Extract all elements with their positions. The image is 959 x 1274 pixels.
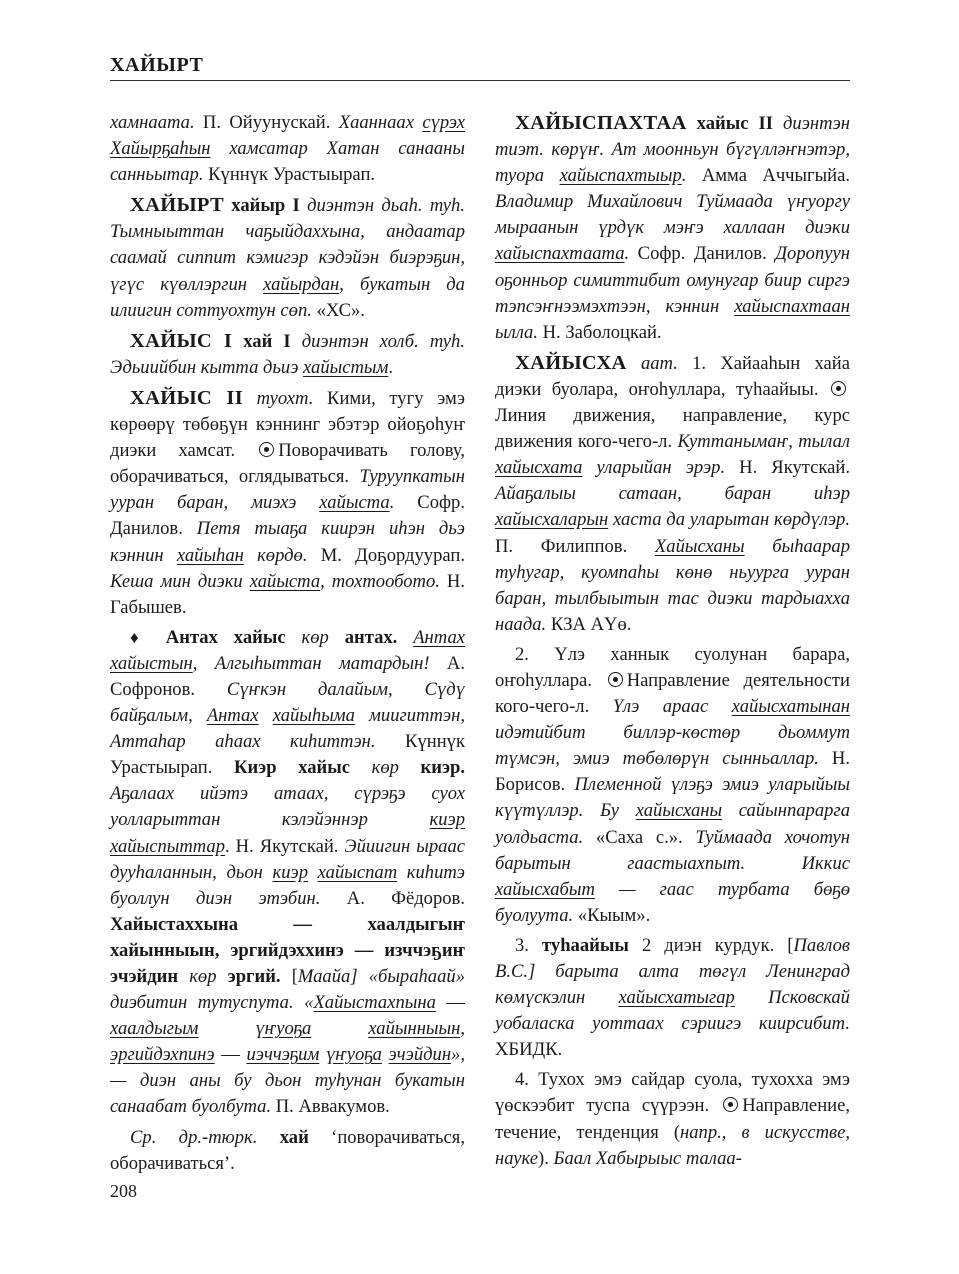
etymology-note: Ср. др.-тюрк. хай ‘поворачиваться, оборачиваться’. — [110, 1126, 465, 1174]
diamond-icon: ♦ — [130, 627, 150, 647]
sense-4: 4. Тухох эмэ сайдар суола, тухохха эмэ үөскээбит туспа сүүрээн. Направление, течение, тенденция (напр., в искусстве, науке). Баал Хабырыыс талаа- — [495, 1069, 850, 1169]
entry-khaiys-2: ХАЙЫС II туохт. Кими, тугу эмэ көрөөрү төбөҕүн кэннинг эбэтэр ойоҕоһуҥ диэки хамсат. Поворачивать голову, оборачиваться, оглядываться. Туруупкатын ууран баран, миэхэ хайыста. Софр. Данилов. Петя тыаҕа киирэн иһэн дьэ кэннин хайыһан көрдө. М. Доҕордуурап. Кеша мин диэки хайыста, тохтообото. Н. Габышев. — [110, 386, 465, 618]
sense-2: 2. Үлэ ханнык суолунан барара, оҥоһуллара. Направление деятельности кого-чего-л. Үлэ араас хайысхатынан идэтийбит биллэр-көстөр дьоммут түмсэн, эмиэ төбөлөрүн сынньаллар. Н. Борисов. Племенной үлэҕэ эмиэ уларыйыы күүтүллэр. Бу хайысханы сайынпарарга уолдьаста. «Саха с.». Туймаада хочотун барытын гаастыахпыт. Иккис хайысхабыт — гаас турбата бөҕө буолуута. «Кыым». — [495, 643, 850, 926]
russian-equivalent-icon — [723, 1097, 738, 1112]
headword: ХАЙЫС I — [130, 329, 233, 352]
entry-khaiys-1: ХАЙЫС I хай I диэнтэн холб. туһ. Эдьиийбин кытта дьиэ хайыстым. — [110, 329, 465, 378]
headword: ХАЙЫСХА — [515, 351, 627, 374]
idioms-block: ♦ Антах хайыс көр антах. Антах хайыстын, Алгыһыттан матардын! А. Софронов. Сүҥкэн далайым, Сүдү байҕалым, Антах хайыһыма миигиттэн, Аттаһар аһаах киһиттэн. Күннүк Урастыырап. Киэр хайыс көр киэр. Аҕалаах ийэтэ атаах, сүрэҕэ суох уолларыттан кэлэйэннэр киэр хайыспыттар. Н. Якутскай. Эйиигин ыраас дууһаланнын, дьон киэр хайыспат киһитэ буоллун диэн этэбин. А. Фёдоров. Хайыстаххына — хаалдыгыҥ хайынныын, эргийдэххинэ — изччэҕиҥ эчэйдин көр эргий. [Маайа] «быраһаай» диэбитин тутуспута. «Хайыстахпына — хаалдыгым үҥуоҕа хайынныын, эргийдэхпинэ — иэччэҕим үҥуоҕа эчэйдин», — диэн аны бу дьон туһунан букатын санаабат буолбута. П. Аввакумов. — [110, 626, 465, 1118]
headword: ХАЙЫРТ — [130, 194, 224, 217]
page-number: 208 — [110, 1181, 137, 1201]
russian-equivalent-icon — [259, 442, 274, 457]
russian-equivalent-icon — [608, 672, 623, 687]
headword: ХАЙЫСПАХТАА — [515, 112, 687, 134]
entry-continuation: хамнаата. П. Ойуунускай. Хааннаах сүрэх Хайырҕаһын хамсатар Хатан санааны санньытар. Күннүк Урастыырап. — [110, 112, 465, 186]
left-column — [110, 110, 465, 1181]
russian-equivalent-icon — [831, 381, 846, 396]
sense-3: 3. туһаайыы 2 диэн курдук. [Павлов В.С.] барыта алта төгүл Ленинград көмүскэлин хайысхатыгар Псковскай уобаласка уоттаах сэриигэ киирсибит. ХБИДК. — [495, 934, 850, 1061]
headword: ХАЙЫС II — [130, 386, 243, 409]
running-header — [110, 52, 850, 81]
entry-khaiyskha: ХАЙЫСХА аат. 1. Хайааһын хайа диэки буолара, оҥоһуллара, туһаайыы. Линия движения, направление, курс движения кого-чего-л. Куттанымаҥ, тылал хайысхата уларыйан эрэр. Н. Якутскай. Айаҕалыы сатаан, баран иһэр хайысхаларын хаста да уларытан көрдүлэр. П. Филиппов. Хайысханы быһаарар туһугар, куомпаһы көнө ньуурга ууран баран, тылбыытын тас диэки тардыахха наада. КЗА АҮө. — [495, 351, 850, 635]
entry-khaiyrt: ХАЙЫРТ хайыр I диэнтэн дьаһ. туһ. Тымныыттан чаҕыйдаххына, андаатар саамай сиппит кэмигэр кэдэйэн биэрэҕин, үгүс күөллэргин хайырдан, букатын да илиигин соттуохтун сөп. «ХС». — [110, 194, 466, 321]
right-column — [495, 110, 850, 1176]
entry-khaiyspakhtaa: ХАЙЫСПАХТАА хайыс II диэнтэн тиэт. көрүҥ. Ат моонньун бүгүлләҥнэтэр, туора хайыспахтыыр. Амма Аччыгыйа. Владимир Михайлович Туймаада үҥуоргу мыраанын үрдүк мэҥэ халлаан диэки хайыспахтаата. Софр. Данилов. Доропуун оҕонньор симиттибит омунугар биир сиргэ тэпсэҥнээмэхтээн, кэннин хайыспахтаан ылла. Н. Заболоцкай. — [495, 112, 850, 343]
running-head-title: ХАЙЫРТ — [110, 54, 204, 76]
